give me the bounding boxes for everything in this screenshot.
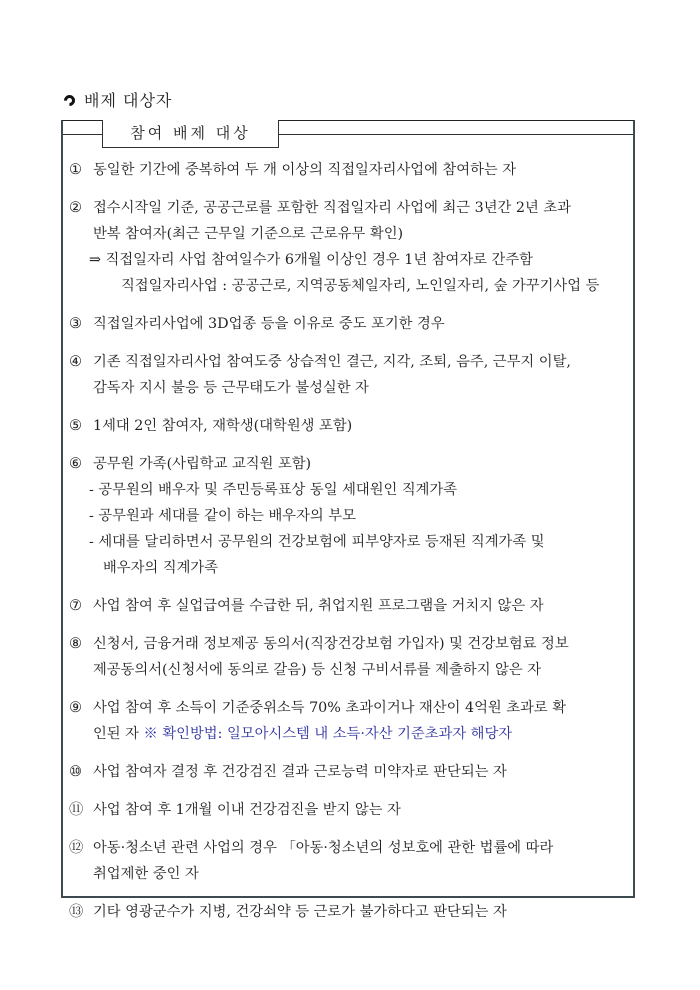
item-number: ⑦ <box>69 598 82 614</box>
item-subtext: 직접일자리사업 : 공공근로, 지역공동체일자리, 노인일자리, 숲 가꾸기사업 등 <box>121 278 600 294</box>
item-number: ⑨ <box>69 700 82 716</box>
exclusion-list <box>69 157 629 937</box>
list-item <box>69 695 629 747</box>
exclusion-box <box>61 120 635 920</box>
item-number: ⑫ <box>69 840 84 856</box>
item-subtext: 배우자의 직계가족 <box>103 560 219 576</box>
list-item <box>69 797 629 823</box>
list-item <box>69 759 629 785</box>
item-text: 1세대 2인 참여자, 재학생(대학원생 포함) <box>93 418 353 434</box>
item-text: 사업 참여 후 소득이 기준중위소득 70% 초과이거나 재산이 4억원 초과로 확 <box>93 700 567 716</box>
item-number: ② <box>69 200 82 216</box>
item-text: 제공동의서(신청서에 동의로 갈음) 등 신청 구비서류를 제출하지 않은 자 <box>93 662 542 678</box>
item-text: 직접일자리사업에 3D업종 등을 이유로 중도 포기한 경우 <box>93 316 445 332</box>
list-item <box>69 157 629 183</box>
item-text: 인된 자 <box>93 726 139 742</box>
item-text: 신청서, 금융거래 정보제공 동의서(직장건강보험 가입자) 및 건강보험료 정보 <box>93 636 569 652</box>
item-text: 취업제한 중인 자 <box>93 866 199 882</box>
item-number: ⑩ <box>69 764 82 780</box>
verification-note: ※ 확인방법: 일모아시스템 내 소득·자산 기준초과자 해당자 <box>143 726 513 742</box>
item-number: ① <box>69 162 82 178</box>
list-item <box>69 899 629 925</box>
item-number: ⑪ <box>69 802 84 818</box>
list-item <box>69 195 629 299</box>
section-heading <box>64 88 172 111</box>
item-text: 사업 참여 후 1개월 이내 건강검진을 받지 않는 자 <box>93 802 401 818</box>
list-item <box>69 349 629 401</box>
item-subtext: - 세대를 달리하면서 공무원의 건강보험에 피부양자로 등재된 직계가족 및 <box>89 534 545 550</box>
item-number: ⑬ <box>69 904 84 920</box>
circle-bullet-icon <box>62 93 78 109</box>
item-number: ⑤ <box>69 418 82 434</box>
item-text: 아동·청소년 관련 사업의 경우 「아동·청소년의 성보호에 관한 법률에 따라 <box>93 840 554 856</box>
item-subtext: ⇒ 직접일자리 사업 참여일수가 6개월 이상인 경우 1년 참여자로 간주함 <box>89 252 533 268</box>
box-title: 참여 배제 대상 <box>102 120 279 148</box>
item-number: ④ <box>69 354 82 370</box>
item-text: 감독자 지시 불응 등 근무태도가 불성실한 자 <box>93 380 369 396</box>
item-text: 접수시작일 기준, 공공근로를 포함한 직접일자리 사업에 최근 3년간 2년 초과 <box>93 200 571 216</box>
list-item <box>69 413 629 439</box>
item-subtext: - 공무원의 배우자 및 주민등록표상 동일 세대원인 직계가족 <box>89 482 458 498</box>
list-item <box>69 631 629 683</box>
item-text: 사업 참여 후 실업급여를 수급한 뒤, 취업지원 프로그램을 거치지 않은 자 <box>93 598 544 614</box>
item-text: 동일한 기간에 중복하여 두 개 이상의 직접일자리사업에 참여하는 자 <box>93 162 517 178</box>
item-text: 공무원 가족(사립학교 교직원 포함) <box>93 456 312 472</box>
item-text: 기존 직접일자리사업 참여도중 상습적인 결근, 지각, 조퇴, 음주, 근무지 이탈, <box>93 354 571 370</box>
section-title: 배제 대상자 <box>84 91 173 110</box>
list-item <box>69 593 629 619</box>
item-number: ⑧ <box>69 636 82 652</box>
list-item <box>69 451 629 581</box>
list-item <box>69 835 629 887</box>
item-number: ③ <box>69 316 82 332</box>
list-item <box>69 311 629 337</box>
item-subtext: - 공무원과 세대를 같이 하는 배우자의 부모 <box>89 508 356 524</box>
item-text: 사업 참여자 결정 후 건강검진 결과 근로능력 미약자로 판단되는 자 <box>93 764 507 780</box>
item-text: 반복 참여자(최근 근무일 기준으로 근로유무 확인) <box>93 226 404 242</box>
item-text: 기타 영광군수가 지병, 건강쇠약 등 근로가 불가하다고 판단되는 자 <box>93 904 507 920</box>
item-number: ⑥ <box>69 456 82 472</box>
